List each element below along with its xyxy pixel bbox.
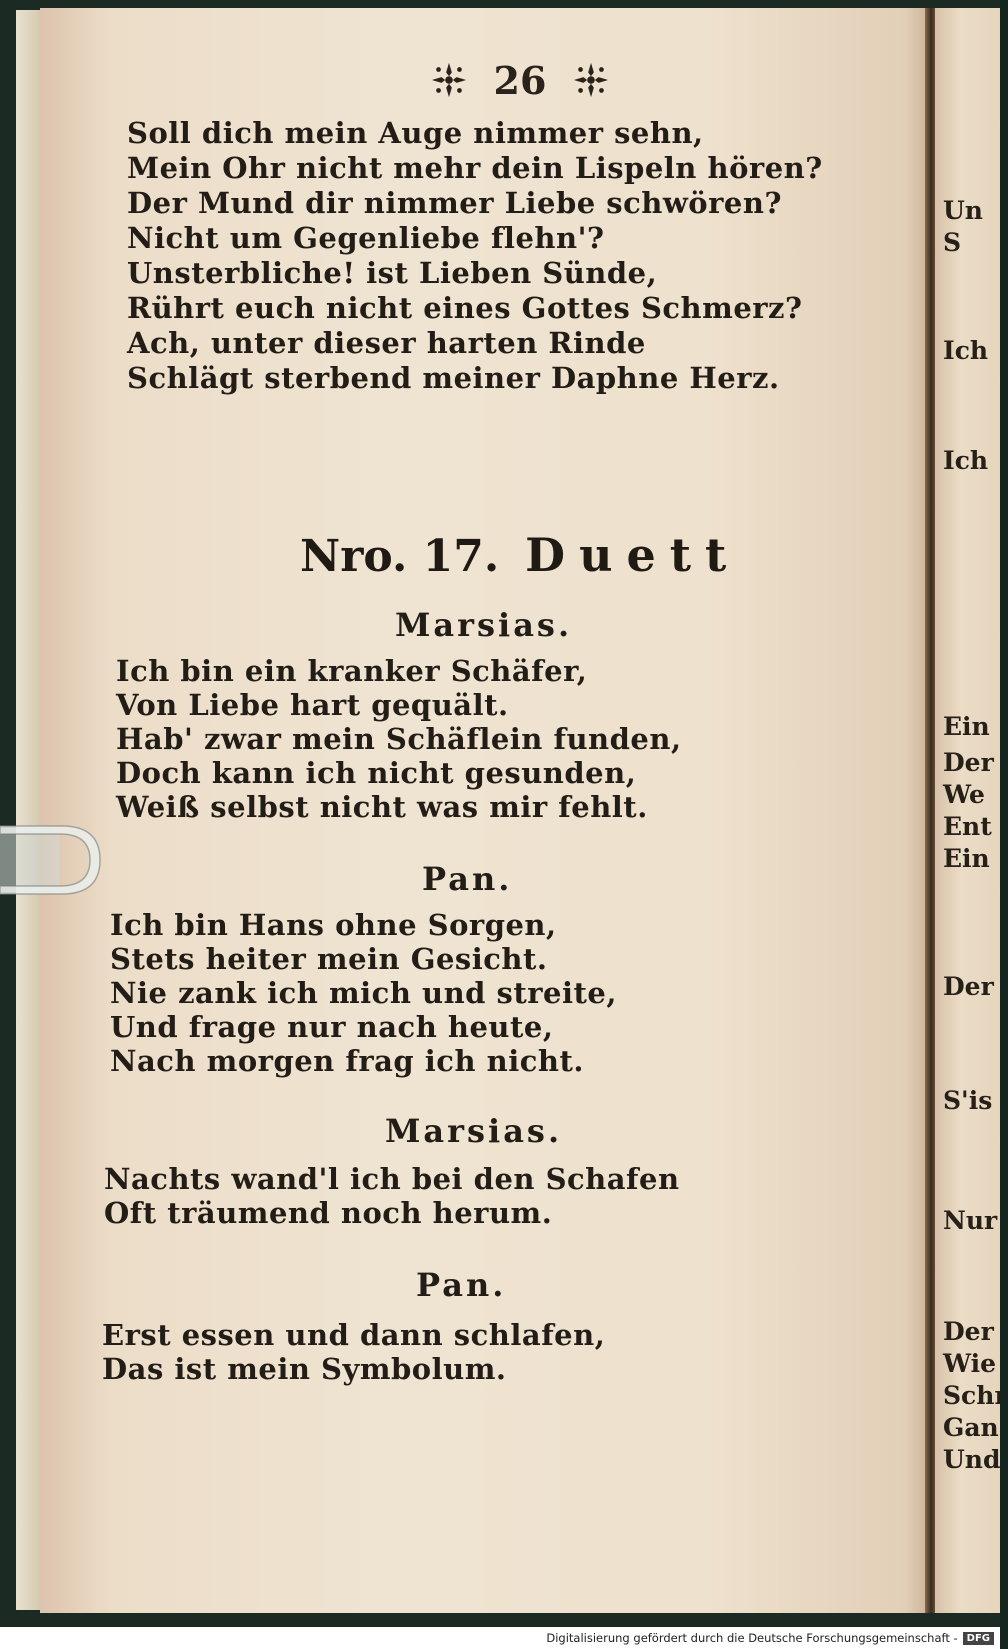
verse-line: Nicht um Gegenliebe flehn'? — [127, 221, 605, 255]
facing-fragment: Der — [943, 748, 994, 777]
opening-stanza — [127, 116, 823, 396]
speaker-heading: Marsias. — [395, 606, 573, 644]
verse-line: Hab' zwar mein Schäflein funden, — [116, 722, 682, 756]
verse-line: Doch kann ich nicht gesunden, — [116, 756, 637, 790]
facing-fragment: S'is — [943, 1086, 993, 1115]
page-number: 26 — [493, 57, 547, 103]
facing-fragment: Der — [943, 972, 994, 1001]
facing-fragment: Gan — [943, 1413, 999, 1442]
verse-line: Von Liebe hart gequält. — [116, 688, 509, 722]
digitization-footer — [0, 1627, 1000, 1649]
verse-line: Der Mund dir nimmer Liebe schwören? — [127, 186, 782, 220]
verse-line: Mein Ohr nicht mehr dein Lispeln hören? — [127, 151, 823, 185]
facing-fragment: Nur — [943, 1206, 998, 1235]
verse-line: Nachts wand'l ich bei den Schafen — [104, 1162, 680, 1196]
verse-line: Oft träumend noch herum. — [104, 1196, 553, 1230]
verse-line: Soll dich mein Auge nimmer sehn, — [127, 116, 704, 150]
verse-line: Nach morgen frag ich nicht. — [110, 1044, 584, 1078]
facing-fragment: Wie — [943, 1349, 997, 1378]
dfg-logo: DFG — [963, 1632, 994, 1645]
facing-fragment: Un — [943, 196, 983, 225]
facing-fragment: Ent — [943, 812, 992, 841]
facing-fragment: Ein — [943, 844, 990, 873]
verse-stanza — [104, 1162, 680, 1230]
verse-line: Unsterbliche! ist Lieben Sünde, — [127, 256, 658, 290]
verse-stanza — [116, 654, 682, 824]
speaker-heading: Pan. — [416, 1266, 507, 1304]
verse-line: Ich bin ein kranker Schäfer, — [116, 654, 588, 688]
speaker-heading: Pan. — [422, 860, 513, 898]
verse-stanza — [102, 1318, 605, 1386]
section-title — [300, 528, 741, 584]
page-header — [410, 55, 630, 105]
verse-line: Erst essen und dann schlafen, — [102, 1318, 606, 1352]
verse-line: Ach, unter dieser harten Rinde — [127, 326, 646, 360]
scanner-clip — [0, 810, 105, 910]
verse-line: Stets heiter mein Gesicht. — [110, 942, 548, 976]
facing-fragment: We — [943, 780, 985, 809]
speaker-heading: Marsias. — [385, 1112, 563, 1150]
facing-fragment: Ein — [943, 712, 990, 741]
ornament-icon — [572, 61, 610, 99]
facing-fragment: Und — [943, 1445, 1001, 1474]
verse-line: Rührt euch nicht eines Gottes Schmerz? — [127, 291, 803, 325]
facing-fragment: Der — [943, 1317, 994, 1346]
verse-line: Das ist mein Symbolum. — [102, 1352, 507, 1386]
verse-line: Weiß selbst nicht was mir fehlt. — [116, 790, 648, 824]
verse-line: Nie zank ich mich und streite, — [110, 976, 617, 1010]
verse-line: Schlägt sterbend meiner Daphne Herz. — [127, 361, 780, 395]
ornament-icon — [430, 61, 468, 99]
facing-fragment: S — [943, 228, 962, 257]
verse-line: Ich bin Hans ohne Sorgen, — [110, 908, 557, 942]
facing-fragment: Schr — [943, 1381, 1008, 1410]
verse-stanza — [110, 908, 617, 1078]
footer-credit: Digitalisierung gefördert durch die Deutsche Forschungsgemeinschaft - — [546, 1631, 958, 1645]
facing-fragment: Ich — [943, 446, 989, 475]
section-name: Duett — [525, 528, 741, 582]
section-number: Nro. 17. — [300, 531, 500, 582]
facing-fragment: Ich — [943, 336, 989, 365]
verse-line: Und frage nur nach heute, — [110, 1010, 554, 1044]
facing-page — [935, 8, 1008, 1613]
